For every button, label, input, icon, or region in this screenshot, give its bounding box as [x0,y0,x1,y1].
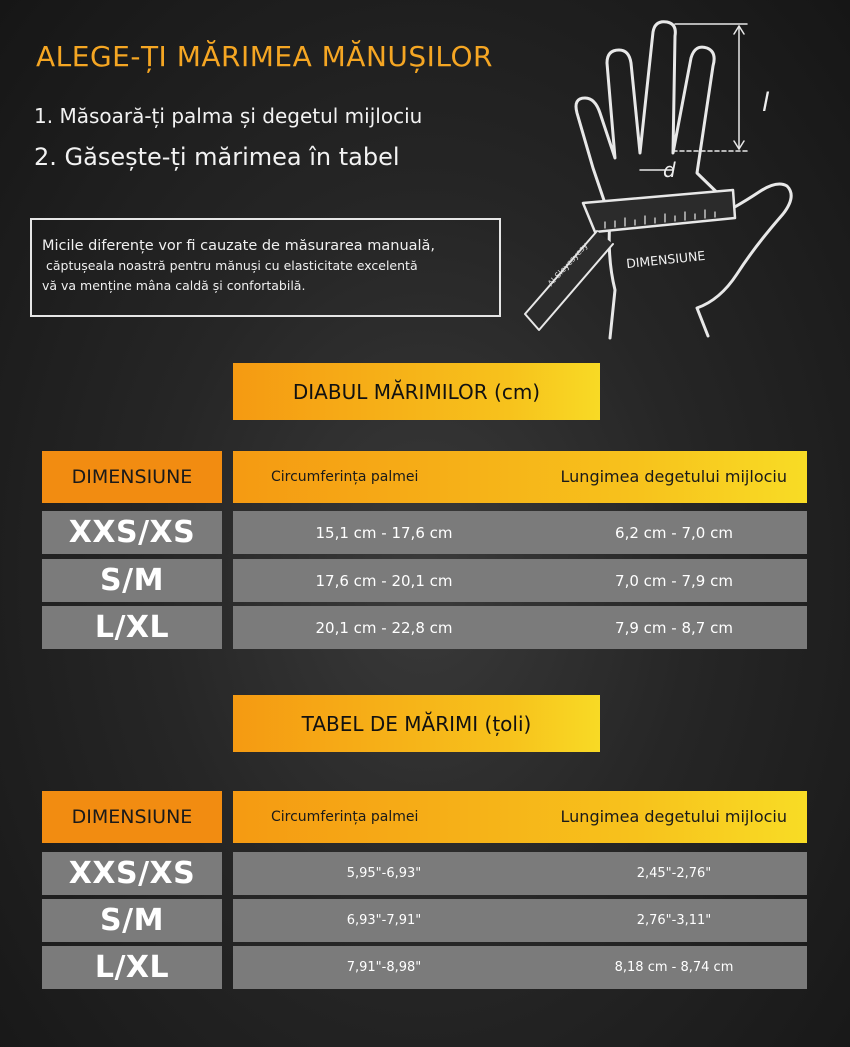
note-line-2: căptușeala noastră pentru mănuși cu elasticitate excelentă [46,258,418,273]
table-inch-size-xxs-xs: XXS/XS [42,852,222,895]
table-cm-size-xxs-xs: XXS/XS [42,511,222,554]
table-cm-palm-value: 15,1 cm - 17,6 cm [315,523,453,542]
table-inch-size-l-xl: L/XL [42,946,222,989]
table-row [233,946,807,989]
table-cm-finger-value: 7,0 cm - 7,9 cm [615,571,733,590]
table-inch-size-header: DIMENSIUNE [42,791,222,843]
table-inch-header-row [233,791,807,843]
page-title: ALEGE-ȚI MĂRIMEA MĂNUȘILOR [36,40,494,73]
length-label: l [762,88,770,118]
note-line-1: Micile diferențe vor fi cauzate de măsurarea manuală, [42,238,436,254]
table-cm-palm-header: Circumferința palmei [271,469,419,485]
table-cm-header-row [233,451,807,503]
table-cm-size-header: DIMENSIUNE [42,451,222,503]
table-row [233,559,807,602]
table-inch-finger-value: 2,76"-3,11" [636,913,712,928]
measuring-tape-icon [583,190,735,232]
table-cm-palm-value: 17,6 cm - 20,1 cm [315,571,453,590]
table-inch-palm-value: 5,95"-6,93" [346,866,422,881]
width-label: d [663,158,676,182]
instruction-step-2: 2. Găsește-ți mărimea în tabel [34,143,400,171]
table-cm-finger-value: 7,9 cm - 8,7 cm [615,618,733,637]
tape-label: Al-Sleyesyesy [546,240,590,289]
instruction-step-1: 1. Măsoară-ți palma și degetul mijlociu [34,104,423,128]
table-inch-size-s-m: S/M [42,899,222,942]
table-cm-palm-value: 20,1 cm - 22,8 cm [315,618,453,637]
note-line-3: vă va menține mâna caldă și confortabilă. [42,278,306,293]
table-inch-palm-header: Circumferința palmei [271,809,419,825]
note-box [30,218,501,317]
hand-measurement-illustration [515,18,825,348]
table-cm-size-s-m: S/M [42,559,222,602]
hand-outline-icon [576,22,791,338]
table-inch-palm-value: 7,91"-8,98" [346,960,422,975]
table-inch-palm-value: 6,93"-7,91" [346,913,422,928]
palm-label: DIMENSIUNE [625,247,706,272]
table-inch-title: TABEL DE MĂRIMI (țoli) [233,695,600,752]
table-cm-size-l-xl: L/XL [42,606,222,649]
table-row [233,899,807,942]
table-row [233,606,807,649]
table-row [233,852,807,895]
table-cm-finger-header: Lungimea degetului mijlociu [560,467,787,486]
table-inch-finger-value: 8,18 cm - 8,74 cm [614,960,734,975]
table-row [233,511,807,554]
table-inch-finger-value: 2,45"-2,76" [636,866,712,881]
table-cm-finger-value: 6,2 cm - 7,0 cm [615,523,733,542]
table-cm-title: DIABUL MĂRIMILOR (cm) [233,363,600,420]
table-inch-finger-header: Lungimea degetului mijlociu [560,807,787,826]
